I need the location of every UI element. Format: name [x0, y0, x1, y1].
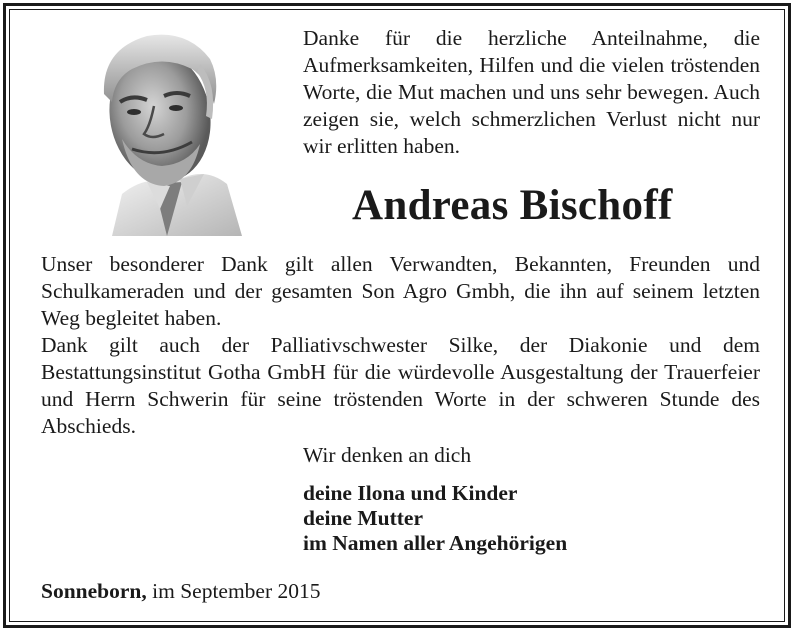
place-date: [41, 578, 321, 605]
deceased-name: Andreas Bischoff: [352, 182, 673, 229]
date-text: im September 2015: [146, 579, 321, 603]
thanks-paragraph: Dank gilt auch der Palliativschwester Silke, der Diakonie und dem Bestattungsinstitut Gotha GmbH für die würdevolle Ausgestaltung der Trauerfeier und Herrn Schwerin für seine tröstenden Worte in der schweren Stunde des Abschieds.: [41, 333, 760, 438]
thanks-paragraph: Unser besonderer Dank gilt allen Verwandten, Bekannten, Freunden und Schulkameraden und der gesamten Son Agro Gmbh, die ihn auf seinem letzten Weg begleitet haben.: [41, 252, 760, 330]
closing-line: Wir denken an dich: [303, 443, 472, 467]
signer-line: im Namen aller Angehörigen: [303, 531, 568, 555]
signer-line: deine Ilona und Kinder: [303, 481, 518, 505]
intro-text: Danke für die herzliche Anteilnahme, die Aufmerksamkeiten, Hilfen und die vielen tröstenden Worte, die Mut machen und uns sehr bewegen. Auch zeigen sie, welch schmerzlichen Verlust nicht nur wir erlitten haben.: [303, 26, 760, 158]
signer-line: deine Mutter: [303, 506, 424, 530]
signers-block: [303, 481, 567, 556]
portrait-photo: [92, 24, 242, 236]
thanks-body: [41, 251, 760, 440]
place-name: Sonneborn,: [41, 579, 147, 603]
